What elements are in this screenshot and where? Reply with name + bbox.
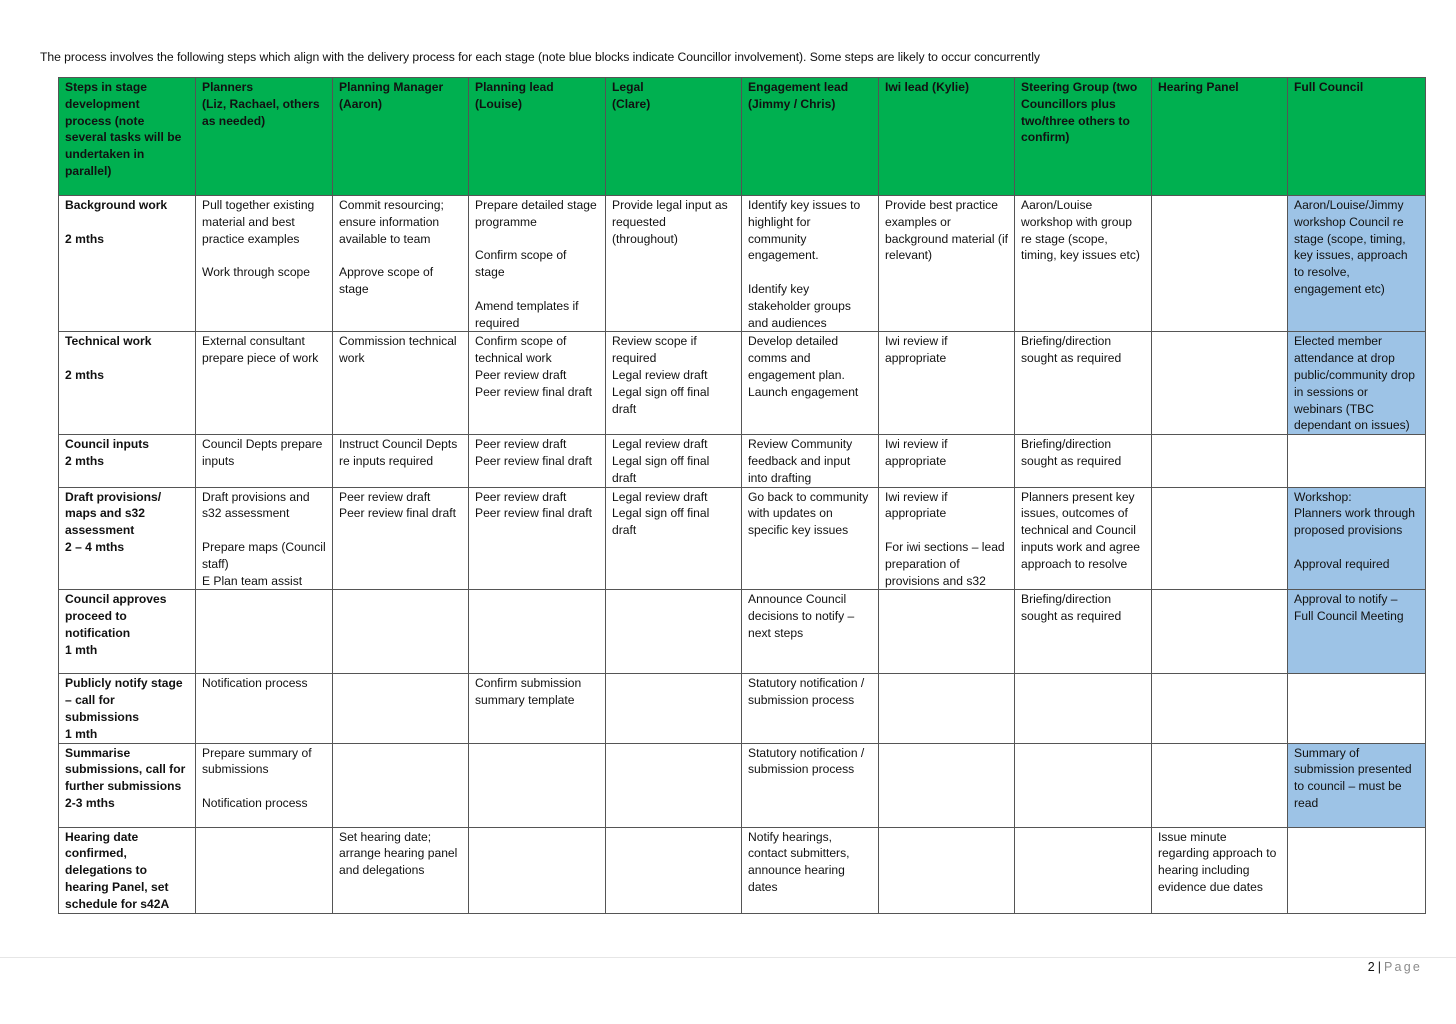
column-header-hearing-panel: Hearing Panel [1152, 78, 1288, 196]
cell-steering-group: Briefing/direction sought as required [1015, 332, 1152, 435]
page-footer [1368, 960, 1422, 974]
table-row [59, 332, 1426, 435]
cell-hearing-panel [1152, 674, 1288, 743]
cell-full-council [1288, 435, 1426, 487]
cell-planning-manager: Instruct Council Depts re inputs required [333, 435, 469, 487]
cell-iwi-lead [879, 827, 1015, 913]
cell-engagement-lead: Go back to community with updates on specific key issues [742, 487, 879, 590]
cell-full-council: Approval to notify – Full Council Meeting [1288, 590, 1426, 674]
cell-engagement-lead: Statutory notification / submission process [742, 743, 879, 827]
cell-engagement-lead: Announce Council decisions to notify – next steps [742, 590, 879, 674]
cell-iwi-lead [879, 743, 1015, 827]
cell-steps: Background work 2 mths [59, 196, 196, 332]
cell-engagement-lead: Develop detailed comms and engagement plan. Launch engagement [742, 332, 879, 435]
cell-steps: Council approves proceed to notification 1 mth [59, 590, 196, 674]
cell-steering-group: Aaron/Louise workshop with group re stage (scope, timing, key issues etc) [1015, 196, 1152, 332]
cell-planning-lead [469, 743, 606, 827]
cell-planners: Notification process [196, 674, 333, 743]
cell-legal: Review scope if required Legal review draft Legal sign off final draft [606, 332, 742, 435]
column-header-iwi-lead: Iwi lead (Kylie) [879, 78, 1015, 196]
cell-iwi-lead: Provide best practice examples or background material (if relevant) [879, 196, 1015, 332]
cell-full-council: Workshop: Planners work through proposed provisions Approval required [1288, 487, 1426, 590]
cell-planning-lead: Prepare detailed stage programme Confirm scope of stage Amend templates if required [469, 196, 606, 332]
table-row [59, 435, 1426, 487]
cell-engagement-lead: Review Community feedback and input into drafting [742, 435, 879, 487]
table-row [59, 487, 1426, 590]
cell-iwi-lead: Iwi review if appropriate For iwi sections – lead preparation of provisions and s32 [879, 487, 1015, 590]
cell-iwi-lead [879, 674, 1015, 743]
cell-legal [606, 674, 742, 743]
table-row [59, 743, 1426, 827]
cell-iwi-lead: Iwi review if appropriate [879, 435, 1015, 487]
column-header-planning-lead: Planning lead (Louise) [469, 78, 606, 196]
cell-planning-lead [469, 590, 606, 674]
cell-planners: External consultant prepare piece of work [196, 332, 333, 435]
page-word: Page [1384, 960, 1422, 974]
cell-steps: Council inputs 2 mths [59, 435, 196, 487]
cell-planners: Draft provisions and s32 assessment Prepare maps (Council staff) E Plan team assist [196, 487, 333, 590]
cell-planning-lead: Peer review draft Peer review final draft [469, 435, 606, 487]
cell-steering-group: Briefing/direction sought as required [1015, 435, 1152, 487]
cell-planners [196, 827, 333, 913]
cell-steering-group [1015, 674, 1152, 743]
cell-planning-manager: Peer review draft Peer review final draft [333, 487, 469, 590]
cell-hearing-panel [1152, 332, 1288, 435]
cell-engagement-lead: Notify hearings, contact submitters, announce hearing dates [742, 827, 879, 913]
cell-legal: Legal review draft Legal sign off final draft [606, 487, 742, 590]
cell-hearing-panel [1152, 743, 1288, 827]
cell-steering-group: Briefing/direction sought as required [1015, 590, 1152, 674]
process-table [58, 77, 1426, 914]
column-header-engagement-lead: Engagement lead (Jimmy / Chris) [742, 78, 879, 196]
cell-full-council [1288, 674, 1426, 743]
cell-legal: Legal review draft Legal sign off final draft [606, 435, 742, 487]
cell-full-council: Aaron/Louise/Jimmy workshop Council re stage (scope, timing, key issues, approach to resolve, engagement etc) [1288, 196, 1426, 332]
cell-legal [606, 827, 742, 913]
cell-planning-manager: Commit resourcing; ensure information available to team Approve scope of stage [333, 196, 469, 332]
cell-steps: Summarise submissions, call for further submissions 2-3 mths [59, 743, 196, 827]
cell-legal: Provide legal input as requested (throughout) [606, 196, 742, 332]
page-number: 2 [1367, 960, 1375, 974]
cell-planners: Council Depts prepare inputs [196, 435, 333, 487]
cell-full-council: Elected member attendance at drop public/community drop in sessions or webinars (TBC dependant on issues) [1288, 332, 1426, 435]
column-header-planners: Planners (Liz, Rachael, others as needed) [196, 78, 333, 196]
cell-planning-lead: Confirm scope of technical work Peer review draft Peer review final draft [469, 332, 606, 435]
table-row [59, 827, 1426, 913]
column-header-steps: Steps in stage development process (note several tasks will be undertaken in parallel) [59, 78, 196, 196]
page-separator: | [1377, 960, 1381, 974]
cell-hearing-panel [1152, 435, 1288, 487]
column-header-steering-group: Steering Group (two Councillors plus two/three others to confirm) [1015, 78, 1152, 196]
cell-planning-manager: Commission technical work [333, 332, 469, 435]
cell-steering-group [1015, 827, 1152, 913]
cell-steps: Draft provisions/ maps and s32 assessment 2 – 4 mths [59, 487, 196, 590]
cell-planners [196, 590, 333, 674]
table-body [59, 196, 1426, 914]
cell-engagement-lead: Statutory notification / submission process [742, 674, 879, 743]
cell-steps: Hearing date confirmed, delegations to hearing Panel, set schedule for s42A [59, 827, 196, 913]
footer-divider [0, 957, 1456, 958]
cell-iwi-lead [879, 590, 1015, 674]
cell-steering-group: Planners present key issues, outcomes of technical and Council inputs work and agree approach to resolve [1015, 487, 1152, 590]
cell-planning-manager: Set hearing date; arrange hearing panel and delegations [333, 827, 469, 913]
cell-planning-lead: Peer review draft Peer review final draft [469, 487, 606, 590]
cell-iwi-lead: Iwi review if appropriate [879, 332, 1015, 435]
cell-full-council [1288, 827, 1426, 913]
cell-full-council: Summary of submission presented to council – must be read [1288, 743, 1426, 827]
table-row [59, 196, 1426, 332]
cell-steering-group [1015, 743, 1152, 827]
cell-steps: Technical work 2 mths [59, 332, 196, 435]
cell-hearing-panel [1152, 590, 1288, 674]
intro-text: The process involves the following steps which align with the delivery process for each stage (note blue blocks indicate Councillor involvement). Some steps are likely to occur concurrently [40, 50, 1040, 64]
table-row [59, 590, 1426, 674]
cell-engagement-lead: Identify key issues to highlight for community engagement. Identify key stakeholder groups and audiences [742, 196, 879, 332]
cell-planners: Pull together existing material and best practice examples Work through scope [196, 196, 333, 332]
column-header-legal: Legal (Clare) [606, 78, 742, 196]
cell-planners: Prepare summary of submissions Notification process [196, 743, 333, 827]
column-header-full-council: Full Council [1288, 78, 1426, 196]
column-header-planning-manager: Planning Manager (Aaron) [333, 78, 469, 196]
cell-legal [606, 743, 742, 827]
cell-planning-lead [469, 827, 606, 913]
cell-planning-lead: Confirm submission summary template [469, 674, 606, 743]
cell-planning-manager [333, 743, 469, 827]
cell-planning-manager [333, 674, 469, 743]
table-row [59, 674, 1426, 743]
table-header-row [59, 78, 1426, 196]
cell-steps: Publicly notify stage – call for submissions 1 mth [59, 674, 196, 743]
cell-hearing-panel: Issue minute regarding approach to hearing including evidence due dates [1152, 827, 1288, 913]
cell-hearing-panel [1152, 196, 1288, 332]
cell-planning-manager [333, 590, 469, 674]
cell-legal [606, 590, 742, 674]
cell-hearing-panel [1152, 487, 1288, 590]
